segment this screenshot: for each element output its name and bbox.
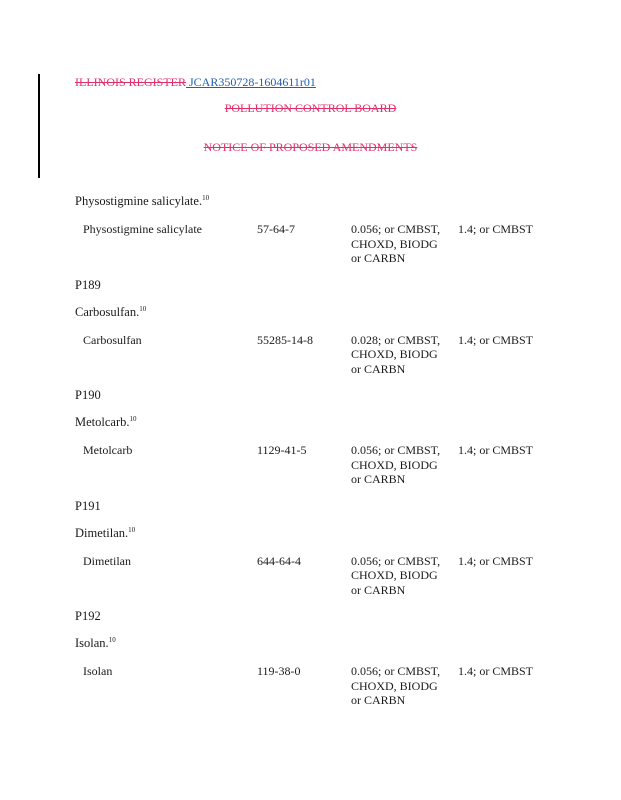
wastewater-standard-line: 0.056; or CMBST,	[351, 443, 441, 457]
constituent-heading-text: Physostigmine salicylate.	[75, 194, 203, 209]
constituent-heading-text: Dimetilan.	[75, 525, 129, 540]
nonwastewater-standard: 1.4; or CMBST	[458, 443, 534, 457]
wastewater-standard	[351, 664, 440, 708]
waste-code: P191	[75, 498, 101, 513]
constituent-heading	[75, 636, 116, 651]
wastewater-standard-line: CHOXD, BIODG	[351, 568, 438, 582]
wastewater-standard-line: 0.056; or CMBST,	[351, 664, 441, 678]
wastewater-standard-line: CHOXD, BIODG	[351, 347, 438, 361]
cas-number: 119-38-0	[257, 664, 301, 678]
notice-title: NOTICE OF PROPOSED AMENDMENTS	[203, 140, 418, 154]
waste-code: P192	[75, 609, 101, 623]
nonwastewater-standard: 1.4; or CMBST	[458, 553, 534, 568]
footnote-marker: 10	[202, 194, 210, 202]
wastewater-standard-line: CHOXD, BIODG	[351, 457, 438, 472]
constituent-heading-text: Isolan.	[75, 636, 109, 651]
wastewater-standard	[351, 443, 440, 487]
wastewater-standard-line: CHOXD, BIODG	[351, 678, 438, 693]
constituent-heading-text: Metolcarb.	[75, 415, 130, 430]
constituent-name: Physostigmine salicylate	[83, 222, 202, 236]
cas-number: 57-64-7	[257, 222, 295, 236]
wastewater-standard	[351, 333, 440, 377]
nonwastewater-standard: 1.4; or CMBST	[458, 222, 534, 236]
constituent-heading	[75, 305, 146, 320]
wastewater-standard-line: or CARBN	[351, 361, 406, 376]
wastewater-standard-line: or CARBN	[351, 693, 406, 707]
cas-number: 644-64-4	[257, 553, 301, 568]
wastewater-standard	[351, 222, 440, 266]
constituent-name: Carbosulfan	[83, 332, 142, 347]
constituent-heading	[75, 415, 137, 430]
register-title-struck: ILLINOIS REGISTER	[75, 75, 186, 89]
wastewater-standard-line: 0.028; or CMBST,	[351, 332, 441, 347]
nonwastewater-standard: 1.4; or CMBST	[458, 332, 534, 347]
footnote-marker: 10	[128, 525, 136, 534]
constituent-heading-text: Carbosulfan.	[75, 304, 140, 319]
constituent-heading	[75, 526, 135, 541]
wastewater-standard-line: or CARBN	[351, 251, 406, 265]
cas-number: 55285-14-8	[257, 332, 313, 347]
revision-change-bar	[38, 74, 40, 178]
footnote-marker: 10	[108, 636, 116, 644]
constituent-name: Dimetilan	[83, 553, 131, 568]
board-title: POLLUTION CONTROL BOARD	[224, 101, 397, 115]
waste-code: P190	[75, 388, 101, 402]
register-header	[75, 75, 316, 90]
constituent-name: Metolcarb	[83, 443, 133, 457]
waste-code: P189	[75, 277, 101, 292]
wastewater-standard-line: or CARBN	[351, 582, 406, 597]
nonwastewater-standard: 1.4; or CMBST	[458, 664, 534, 678]
constituent-heading	[75, 194, 209, 209]
cas-number: 1129-41-5	[257, 443, 307, 457]
file-id-link[interactable]: JCAR350728-1604611r01	[189, 75, 316, 89]
footnote-marker: 10	[139, 304, 147, 313]
footnote-marker: 10	[129, 415, 137, 423]
wastewater-standard-line: 0.056; or CMBST,	[351, 222, 441, 236]
constituent-name: Isolan	[83, 664, 113, 678]
wastewater-standard	[351, 554, 440, 598]
wastewater-standard-line: CHOXD, BIODG	[351, 236, 438, 251]
wastewater-standard-line: 0.056; or CMBST,	[351, 553, 441, 568]
wastewater-standard-line: or CARBN	[351, 472, 406, 486]
